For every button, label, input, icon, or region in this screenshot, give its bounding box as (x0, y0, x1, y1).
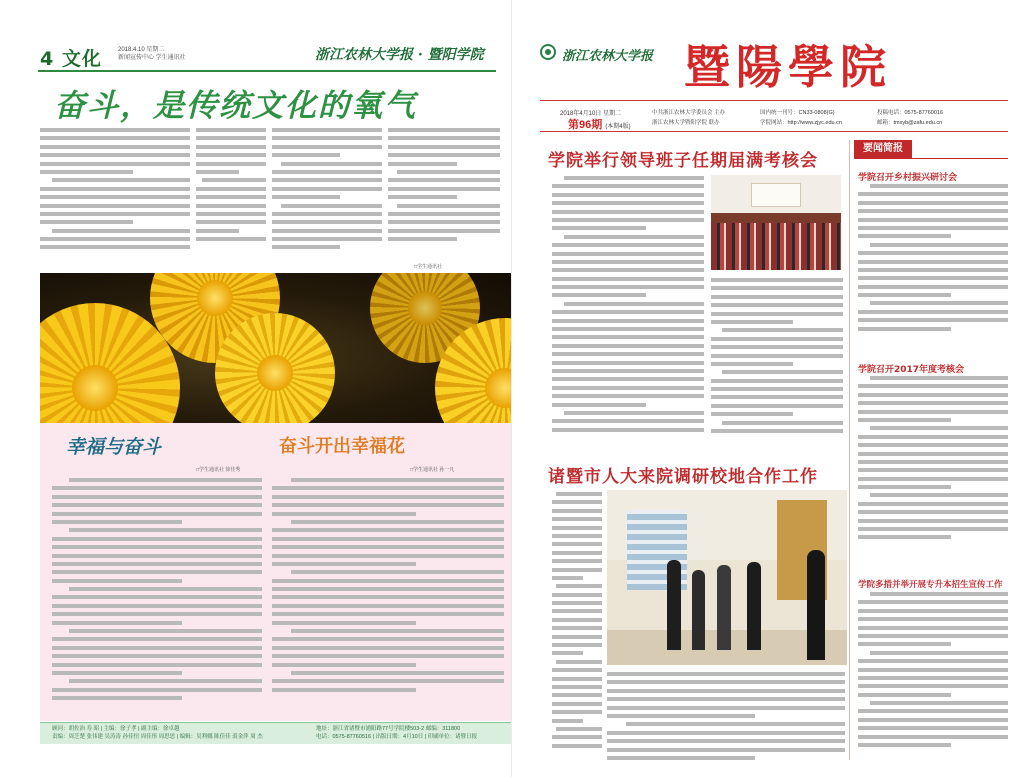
second-headline: 诸暨市人大来院调研校地合作工作 (548, 467, 818, 487)
issue-number-value: 第96期 (568, 119, 603, 131)
credits-staff: 责编：周芝楚 张伟建 吴涛涛 孙佳恒 周佳彤 周思思 | 编辑：吴利娜 陈佳佳 裘金萍 周 杰 (52, 734, 263, 740)
article-1-column-2 (272, 128, 382, 258)
sidebar-rule (854, 158, 1008, 159)
header-rule (540, 131, 1008, 132)
issue-number (568, 116, 631, 132)
left-masthead: 浙江农林大学报 · 暨阳学院 (315, 47, 484, 63)
meeting-photo (711, 175, 841, 270)
masthead-rule (38, 70, 496, 72)
issue-date: 2018年4月10日 星期二 (560, 111, 622, 117)
flower-daisy-3 (215, 313, 335, 423)
brief-2-title: 学院召开2017年度考核会 (858, 365, 965, 375)
contact-phone: 投稿电话：0575-87760016 (877, 110, 944, 116)
publication-code: 国内统一刊号：CN33-0808(G) (760, 110, 835, 116)
issue-date: 2018.4.10 星期二 (118, 47, 165, 53)
flower-photo (40, 273, 512, 423)
article-2-title: 幸福与奋斗 (66, 436, 162, 458)
school-name: 浙江农林大学报 (562, 49, 654, 64)
brief-3-text (858, 592, 1008, 764)
article-3-title: 奋斗开出幸福花 (279, 436, 405, 457)
university-logo-icon (540, 44, 556, 60)
credits-right (316, 725, 477, 741)
credits-address: 地址：浙江省诸暨市浦阳路77号学院楼503-2 邮编：311800 (316, 726, 461, 732)
brief-1-text (858, 184, 1008, 352)
visit-photo (607, 490, 847, 665)
publication-info (760, 108, 842, 128)
article-1-column-1 (40, 128, 190, 258)
brief-1-title: 学院召开乡村振兴研讨会 (858, 173, 958, 183)
second-article-column-2 (607, 672, 845, 768)
article-1-column-1b (196, 128, 266, 258)
organizer-2: 浙江农林大学暨阳学院 联办 (652, 120, 720, 126)
issue-publisher: 新闻宣传中心 学生通讯社 (118, 55, 186, 61)
brief-2-text (858, 376, 1008, 566)
article-1-byline: □学生通讯社 (414, 264, 443, 270)
newspaper-masthead: 暨陽學院 (684, 40, 892, 94)
contact-info (877, 108, 943, 128)
section-title: 4 文化 (40, 48, 102, 70)
news-brief-tab: 要闻简报 (854, 140, 912, 158)
lead-article-column-2 (711, 278, 843, 446)
second-article-column-1 (552, 492, 602, 762)
issue-page-count: (本期4版) (605, 124, 631, 130)
main-headline: 奋斗，是传统文化的氧气 (54, 88, 417, 124)
article-1-column-3 (388, 128, 500, 258)
issue-meta (118, 46, 186, 62)
article-2-byline: □学生通讯社 徐佳秀 (196, 467, 241, 473)
brief-3-title: 学院多措并举开展专升本招生宣传工作 (858, 580, 1003, 590)
credits-left (52, 725, 263, 741)
article-3-text (272, 478, 504, 718)
article-3-byline: □学生通讯社 孙一凡 (410, 467, 455, 473)
contact-email: 邮箱：tmxyb@zafu.edu.cn (877, 120, 943, 126)
organizers (652, 108, 725, 128)
sidebar-divider (849, 140, 850, 760)
publication-website: 学院网站：http://www.zjyc.edu.cn (760, 120, 842, 126)
credits-contact: 电话：0575-87760516 | 出版日期：4月10日 | 印刷单位：诸暨日报 (316, 734, 478, 740)
lead-article-column-1 (552, 176, 704, 446)
organizer-1: 中共浙江农林大学委员会 主办 (652, 110, 726, 116)
credits-editors: 顾问：胡佐治 寿 昭 | 主编：徐子孝 | 副主编：徐卓越 (52, 726, 180, 732)
article-2-text (52, 478, 262, 718)
lead-headline: 学院举行领导班子任期届满考核会 (548, 151, 818, 171)
masthead-rule (540, 100, 1008, 101)
right-page (512, 0, 1024, 777)
